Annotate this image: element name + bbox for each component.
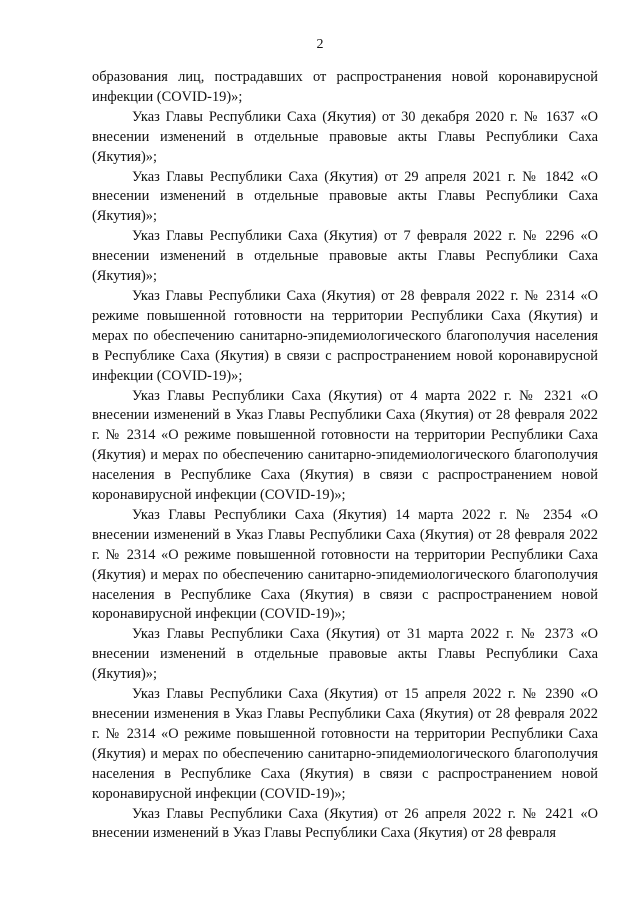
paragraph-decree-2421: Указ Главы Республики Саха (Якутия) от 26 апреля 2022 г. № 2421 «О внесении изменений в Указ Главы Республики Саха (Якутия) от 28 февраля [92,805,598,842]
paragraph-decree-2314: Указ Главы Республики Саха (Якутия) от 28 февраля 2022 г. № 2314 «О режиме повышенной готовности на территории Республики Саха (Якутия) и мерах по обеспечению санитарно-эпидемиологического благополучия населения в Республике Саха (Якутия) в связи с распространением новой коронавирусной инфекции (COVID-19)»; [92,287,598,384]
paragraph-decree-2354: Указ Главы Республики Саха (Якутия) 14 марта 2022 г. № 2354 «О внесении изменений в Указ Главы Республики Саха (Якутия) от 28 февраля 2022 г. № 2314 «О режиме повышенной готовности на территории Республики Саха (Якутия) и мерах по обеспечению санитарно-эпидемиологического благополучия населения в Республике Саха (Якутия) в связи с распространением новой коронавирусной инфекции (COVID-19)»; [92,506,598,623]
paragraph-continuation: образования лиц, пострадавших от распространения новой коронавирусной инфекции (COVID-19)»; [92,69,598,105]
document-body [92,68,598,844]
paragraph-decree-1637: Указ Главы Республики Саха (Якутия) от 30 декабря 2020 г. № 1637 «О внесении изменений в отдельные правовые акты Главы Республики Саха (Якутия)»; [92,108,598,165]
paragraph-decree-1842: Указ Главы Республики Саха (Якутия) от 29 апреля 2021 г. № 1842 «О внесении изменений в отдельные правовые акты Главы Республики Саха (Якутия)»; [92,168,598,225]
page-number: 2 [316,37,324,52]
paragraph-decree-2296: Указ Главы Республики Саха (Якутия) от 7 февраля 2022 г. № 2296 «О внесении изменений в отдельные правовые акты Главы Республики Саха (Якутия)»; [92,228,598,285]
paragraph-decree-2321: Указ Главы Республики Саха (Якутия) от 4 марта 2022 г. № 2321 «О внесении изменений в Указ Главы Республики Саха (Якутия) от 28 февраля 2022 г. № 2314 «О режиме повышенной готовности на территории Республики Саха (Якутия) и мерах по обеспечению санитарно-эпидемиологического благополучия населения в Республике Саха (Якутия) в связи с распространением новой коронавирусной инфекции (COVID-19)»; [92,387,598,504]
paragraph-decree-2373: Указ Главы Республики Саха (Якутия) от 31 марта 2022 г. № 2373 «О внесении изменений в отдельные правовые акты Главы Республики Саха (Якутия)»; [92,626,598,683]
paragraph-decree-2390: Указ Главы Республики Саха (Якутия) от 15 апреля 2022 г. № 2390 «О внесении изменения в Указ Главы Республики Саха (Якутия) от 28 февраля 2022 г. № 2314 «О режиме повышенной готовности на территории Республики Саха (Якутия) и мерах по обеспечению санитарно-эпидемиологического благополучия населения в Республике Саха (Якутия) в связи с распространением новой коронавирусной инфекции (COVID-19)»; [92,686,598,802]
